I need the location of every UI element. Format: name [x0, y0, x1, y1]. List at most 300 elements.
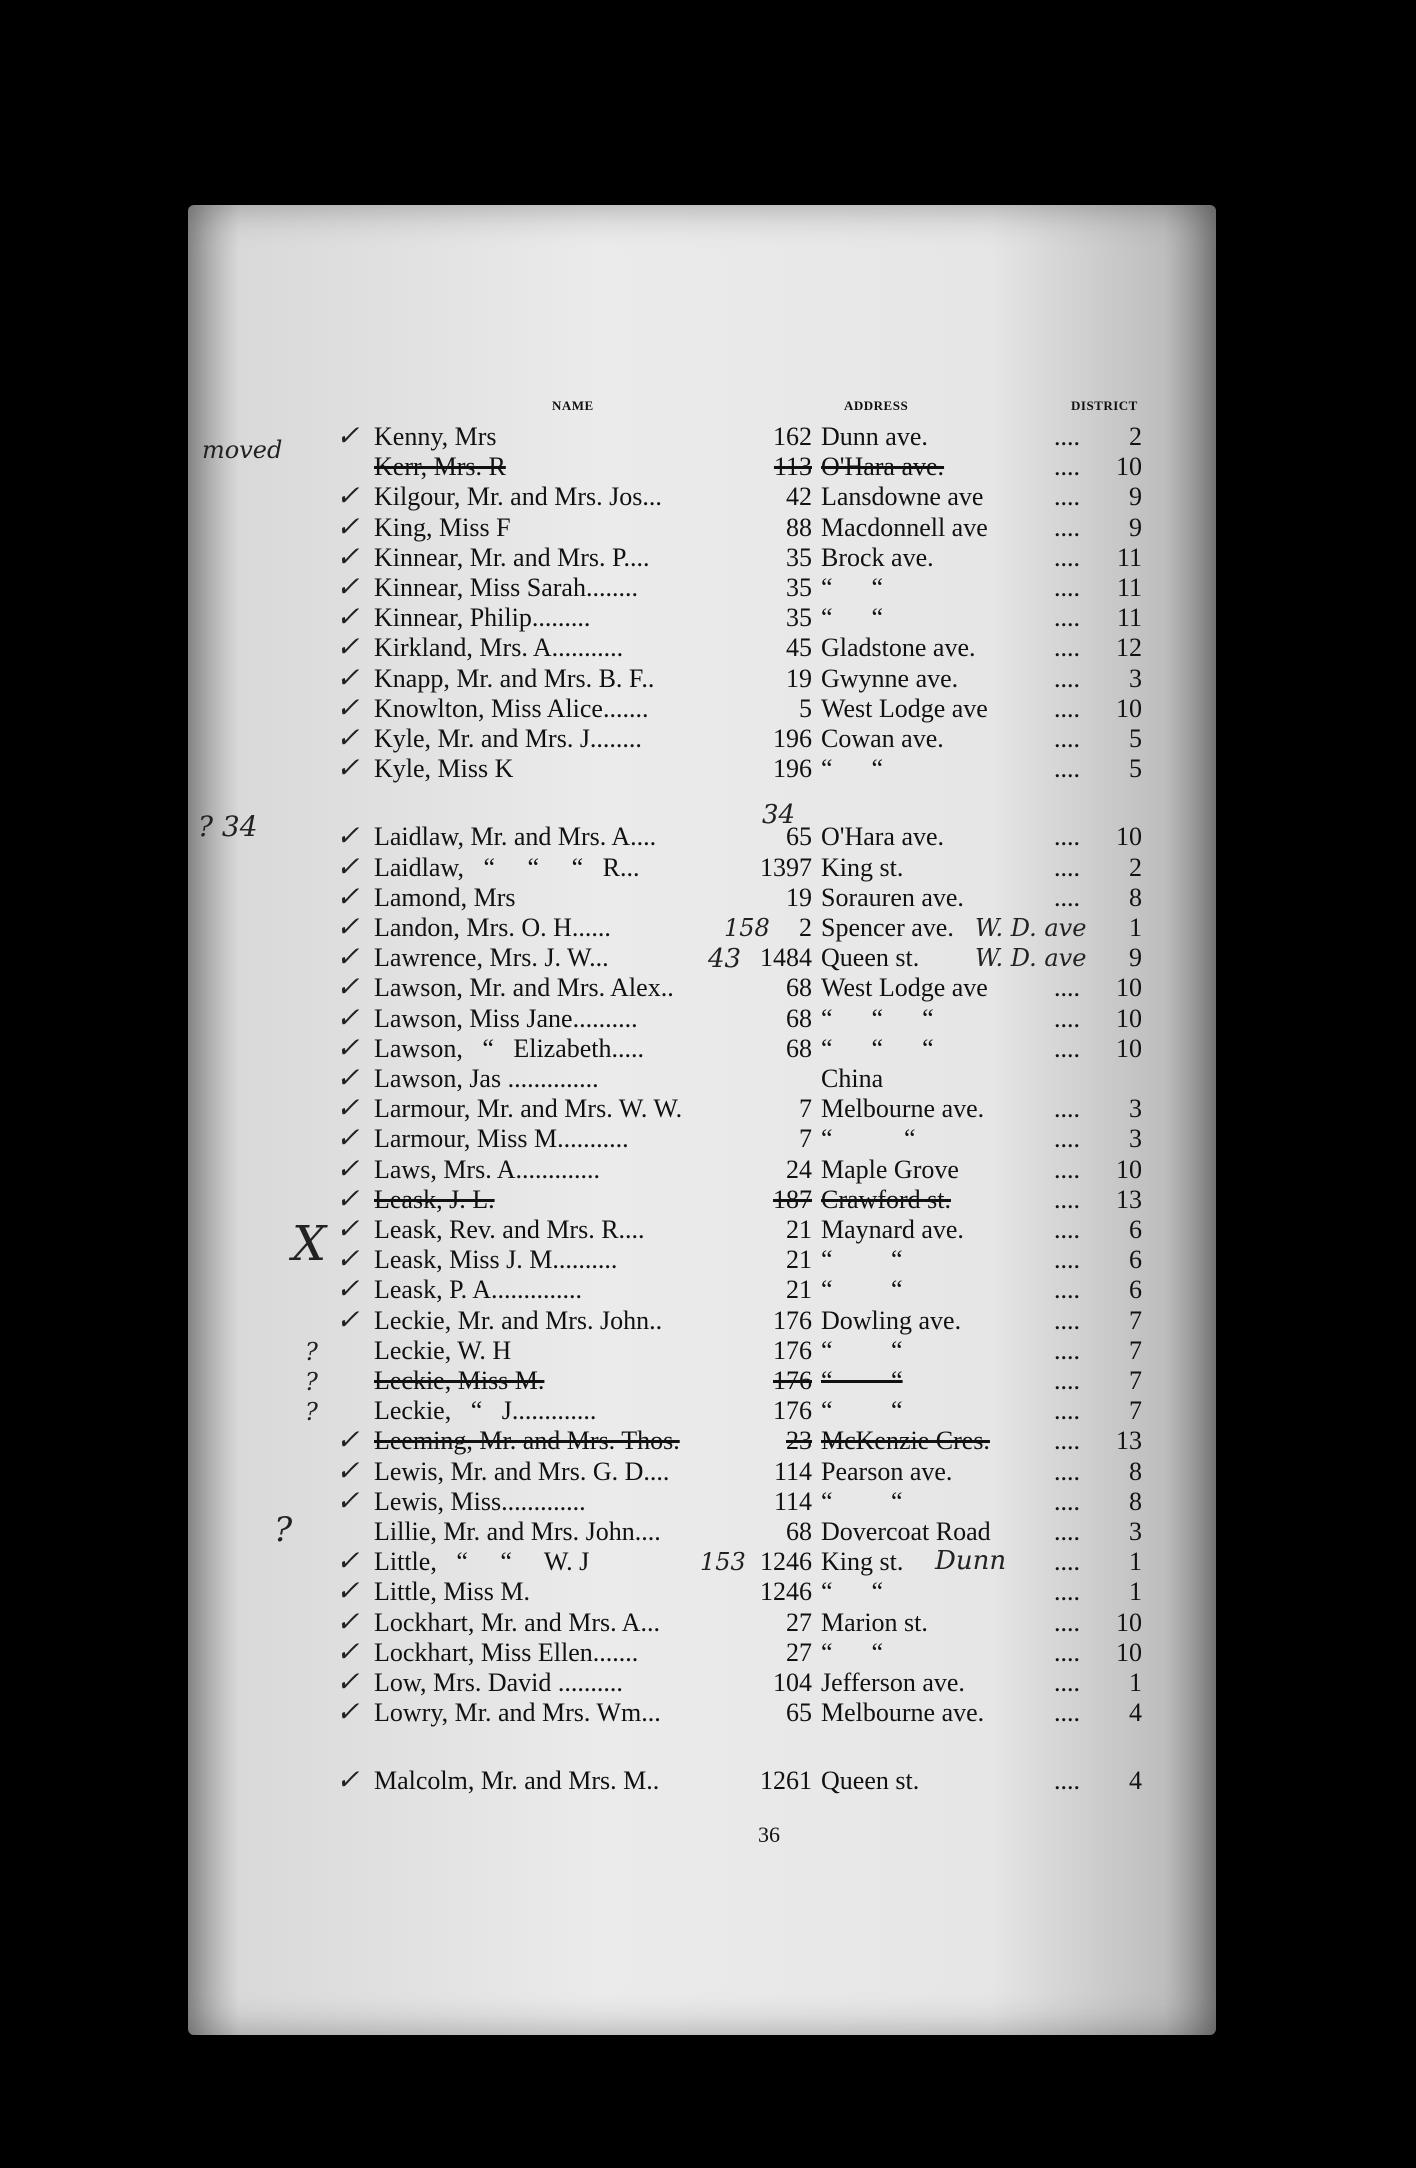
list-item: [0, 1577, 1416, 1607]
entry-number: 68: [786, 1517, 812, 1546]
entry-leader: ....: [1054, 513, 1080, 542]
entry-number: 27: [786, 1638, 812, 1667]
entry-number: 104: [773, 1668, 812, 1697]
page-number: 36: [758, 1822, 780, 1847]
entry-address: West Lodge ave: [821, 694, 988, 723]
list-item: [0, 573, 1416, 603]
entry-leader: ....: [1054, 1487, 1080, 1516]
entry-number: 35: [786, 573, 812, 602]
check-mark: ✓: [336, 1244, 360, 1275]
entry-leader: ....: [1054, 853, 1080, 882]
list-item: [0, 913, 1416, 943]
entry-leader: ....: [1054, 1094, 1080, 1123]
check-mark: ✓: [336, 512, 360, 543]
entry-district: 10: [1116, 452, 1142, 481]
entry-name: Landon, Mrs. O. H......: [374, 913, 611, 942]
list-item: [0, 1766, 1416, 1796]
entry-name: Laidlaw, “ “ “ R...: [374, 853, 640, 882]
entry-district: 8: [1129, 883, 1142, 912]
entry-district: 2: [1129, 422, 1142, 451]
entry-address: Queen st.: [821, 1766, 920, 1795]
entry-leader: ....: [1054, 664, 1080, 693]
annotation-question-1: ?: [305, 1338, 318, 1366]
entry-number: 68: [786, 973, 812, 1002]
list-item: [0, 664, 1416, 694]
entry-name: Larmour, Mr. and Mrs. W. W.: [374, 1094, 683, 1123]
entry-name: Lewis, Miss.............: [374, 1487, 586, 1516]
entry-number: 2: [799, 913, 812, 942]
entry-district: 12: [1116, 633, 1142, 662]
entry-leader: ....: [1054, 694, 1080, 723]
list-item: [0, 724, 1416, 754]
entry-number: 196: [773, 724, 812, 753]
entry-district: 6: [1129, 1275, 1142, 1304]
entry-district: 4: [1129, 1698, 1142, 1727]
list-item: [0, 513, 1416, 543]
list-item: [0, 633, 1416, 663]
entry-address: King st.: [821, 853, 904, 882]
annotation-lawrence-new-address: W. D. ave: [975, 944, 1087, 972]
check-mark: ✓: [336, 753, 360, 784]
check-mark: ✓: [336, 942, 360, 973]
entry-number: 19: [786, 664, 812, 693]
entry-district: 10: [1116, 822, 1142, 851]
entry-name: Kyle, Miss K: [374, 754, 514, 783]
check-mark: ✓: [336, 882, 360, 913]
entry-leader: ....: [1054, 883, 1080, 912]
list-item: [0, 1396, 1416, 1426]
entry-district: 10: [1116, 1155, 1142, 1184]
check-mark: ✓: [336, 1093, 360, 1124]
entry-district: 1: [1129, 1547, 1142, 1576]
entry-leader: ....: [1054, 543, 1080, 572]
entry-district: 13: [1116, 1185, 1142, 1214]
entry-leader: ....: [1054, 1215, 1080, 1244]
entry-address: “ “: [821, 1275, 903, 1304]
check-mark: ✓: [336, 1425, 360, 1456]
entry-name: Little, “ “ W. J: [374, 1547, 590, 1576]
entry-address: “ “: [821, 1638, 884, 1667]
entry-leader: ....: [1054, 1396, 1080, 1425]
check-mark: ✓: [336, 663, 360, 694]
annotation-landon-new-address: W. D. ave: [975, 914, 1087, 942]
entry-leader: ....: [1054, 754, 1080, 783]
list-item: [0, 1517, 1416, 1547]
entry-name: Malcolm, Mr. and Mrs. M..: [374, 1766, 660, 1795]
entry-district: 11: [1116, 573, 1142, 602]
entry-address: Melbourne ave.: [821, 1698, 985, 1727]
list-item: [0, 1275, 1416, 1305]
entry-name: Leckie, Miss M.: [374, 1366, 545, 1395]
annotation-moved: moved: [202, 436, 283, 464]
annotation-153: 153: [700, 1548, 746, 1576]
entry-address: “ “: [821, 1487, 903, 1516]
entry-address: Dovercoat Road: [821, 1517, 991, 1546]
entry-name: Lowry, Mr. and Mrs. Wm...: [374, 1698, 661, 1727]
check-mark: ✓: [336, 481, 360, 512]
entry-district: 9: [1129, 943, 1142, 972]
list-item: [0, 1668, 1416, 1698]
entry-number: 35: [786, 603, 812, 632]
list-item: [0, 1034, 1416, 1064]
check-mark: ✓: [336, 602, 360, 633]
check-mark: ✓: [336, 1214, 360, 1245]
check-mark: ✓: [336, 1765, 360, 1796]
entry-leader: ....: [1054, 573, 1080, 602]
entry-leader: ....: [1054, 724, 1080, 753]
entry-address: “ “: [821, 1245, 903, 1274]
list-item: [0, 1064, 1416, 1094]
list-item: [0, 543, 1416, 573]
list-item: [0, 1638, 1416, 1668]
entry-district: 10: [1116, 1638, 1142, 1667]
check-mark: ✓: [336, 1456, 360, 1487]
header-district: DISTRICT: [1071, 398, 1138, 413]
entry-name: Lawson, Mr. and Mrs. Alex..: [374, 973, 674, 1002]
entry-district: 1: [1129, 1577, 1142, 1606]
entry-name: Lawrence, Mrs. J. W...: [374, 943, 609, 972]
list-item: [0, 1336, 1416, 1366]
check-mark: ✓: [336, 852, 360, 883]
check-mark: ✓: [336, 1184, 360, 1215]
entry-name: Leckie, “ J.............: [374, 1396, 597, 1425]
entry-address: Lansdowne ave: [821, 482, 984, 511]
entry-district: 2: [1129, 853, 1142, 882]
annotation-dunn: Dunn: [935, 1546, 1007, 1576]
entry-number: 1397: [760, 853, 812, 882]
entry-number: 24: [786, 1155, 812, 1184]
check-mark: ✓: [336, 421, 360, 452]
entry-number: 21: [786, 1275, 812, 1304]
entry-district: 1: [1129, 1668, 1142, 1697]
list-item: [0, 1185, 1416, 1215]
entry-leader: ....: [1054, 1306, 1080, 1335]
list-item: [0, 883, 1416, 913]
entry-number: 88: [786, 513, 812, 542]
list-item: [0, 1698, 1416, 1728]
entry-district: 3: [1129, 1517, 1142, 1546]
entry-name: Leckie, W. H: [374, 1336, 512, 1365]
entry-district: 3: [1129, 664, 1142, 693]
entry-address: “ “ “: [821, 1034, 934, 1063]
entry-name: Lockhart, Miss Ellen.......: [374, 1638, 639, 1667]
entry-number: 114: [773, 1487, 812, 1516]
entry-number: 21: [786, 1215, 812, 1244]
entry-address: “ “: [821, 1336, 903, 1365]
entry-name: Kerr, Mrs. R: [374, 452, 506, 481]
entry-name: Lawson, Miss Jane..........: [374, 1004, 638, 1033]
list-item: [0, 1306, 1416, 1336]
entry-number: 176: [773, 1336, 812, 1365]
check-mark: ✓: [336, 821, 360, 852]
entry-number: 1261: [760, 1766, 812, 1795]
list-item: [0, 1124, 1416, 1154]
list-item: [0, 603, 1416, 633]
check-mark: ✓: [336, 723, 360, 754]
entry-name: King, Miss F: [374, 513, 511, 542]
entry-district: 11: [1116, 543, 1142, 572]
entry-name: Leask, Miss J. M..........: [374, 1245, 618, 1274]
entry-name: Leask, P. A..............: [374, 1275, 582, 1304]
entry-leader: ....: [1054, 603, 1080, 632]
list-item: [0, 754, 1416, 784]
list-item: [0, 1094, 1416, 1124]
annotation-question-2: ?: [305, 1368, 318, 1396]
entry-leader: ....: [1054, 973, 1080, 1002]
entry-address: “ “: [821, 1366, 903, 1395]
entry-address: Sorauren ave.: [821, 883, 964, 912]
entry-leader: ....: [1054, 1608, 1080, 1637]
list-item: [0, 1215, 1416, 1245]
entry-address: Marion st.: [821, 1608, 928, 1637]
entry-name: Kinnear, Mr. and Mrs. P....: [374, 543, 650, 572]
header-name: NAME: [552, 398, 594, 413]
annotation-question-3: ?: [305, 1398, 318, 1426]
entry-address: “ “: [821, 603, 884, 632]
entry-leader: ....: [1054, 482, 1080, 511]
entry-district: 7: [1129, 1336, 1142, 1365]
entry-district: 10: [1116, 1608, 1142, 1637]
entry-address: King st.: [821, 1547, 904, 1576]
entry-name: Low, Mrs. David ..........: [374, 1668, 623, 1697]
entry-address: Macdonnell ave: [821, 513, 988, 542]
entry-district: 11: [1116, 603, 1142, 632]
entry-number: 68: [786, 1034, 812, 1063]
entry-name: Kinnear, Philip.........: [374, 603, 591, 632]
entry-number: 19: [786, 883, 812, 912]
annotation-cross: X: [292, 1216, 327, 1272]
entry-address: Gladstone ave.: [821, 633, 976, 662]
entry-number: 7: [799, 1124, 812, 1153]
check-mark: ✓: [336, 1576, 360, 1607]
check-mark: ✓: [336, 912, 360, 943]
entry-number: 23: [786, 1426, 812, 1455]
entry-address: Jefferson ave.: [821, 1668, 965, 1697]
entry-district: 10: [1116, 973, 1142, 1002]
entry-address: Spencer ave.: [821, 913, 954, 942]
entry-address: Brock ave.: [821, 543, 934, 572]
check-mark: ✓: [336, 1154, 360, 1185]
entry-address: Queen st.: [821, 943, 920, 972]
entry-district: 13: [1116, 1426, 1142, 1455]
entry-number: 1246: [760, 1577, 812, 1606]
entry-number: 65: [786, 1698, 812, 1727]
entry-name: Lewis, Mr. and Mrs. G. D....: [374, 1457, 670, 1486]
list-item: [0, 1457, 1416, 1487]
entry-number: 27: [786, 1608, 812, 1637]
entry-number: 35: [786, 543, 812, 572]
entry-number: 176: [773, 1396, 812, 1425]
entry-district: 3: [1129, 1124, 1142, 1153]
entry-leader: ....: [1054, 1577, 1080, 1606]
entry-name: Lockhart, Mr. and Mrs. A...: [374, 1608, 660, 1637]
entry-name: Kinnear, Miss Sarah........: [374, 573, 638, 602]
entry-number: 1484: [760, 943, 812, 972]
entry-leader: ....: [1054, 422, 1080, 451]
entry-address: Melbourne ave.: [821, 1094, 985, 1123]
entry-leader: ....: [1054, 1034, 1080, 1063]
entry-address: Dunn ave.: [821, 422, 928, 451]
annotation-question-34: ? 34: [198, 810, 258, 843]
entry-address: “ “: [821, 1396, 903, 1425]
entry-leader: ....: [1054, 1275, 1080, 1304]
entry-number: 1246: [760, 1547, 812, 1576]
entry-address: “ “: [821, 1124, 916, 1153]
entry-leader: ....: [1054, 1517, 1080, 1546]
entry-address: Cowan ave.: [821, 724, 944, 753]
entry-name: Leask, Rev. and Mrs. R....: [374, 1215, 645, 1244]
entry-number: 42: [786, 482, 812, 511]
check-mark: ✓: [336, 1486, 360, 1517]
entry-name: Laidlaw, Mr. and Mrs. A....: [374, 822, 657, 851]
list-item: [0, 1155, 1416, 1185]
entry-leader: ....: [1054, 1766, 1080, 1795]
entry-leader: ....: [1054, 1004, 1080, 1033]
entry-district: 7: [1129, 1366, 1142, 1395]
entry-address: West Lodge ave: [821, 973, 988, 1002]
list-item: [0, 1366, 1416, 1396]
list-item: [0, 694, 1416, 724]
entry-district: 4: [1129, 1766, 1142, 1795]
entry-leader: ....: [1054, 452, 1080, 481]
entry-number: 113: [773, 452, 812, 481]
check-mark: ✓: [336, 1546, 360, 1577]
entry-leader: ....: [1054, 1638, 1080, 1667]
entry-district: 8: [1129, 1487, 1142, 1516]
annotation-question-4: ?: [274, 1510, 293, 1550]
list-item: [0, 1426, 1416, 1456]
entry-district: 5: [1129, 724, 1142, 753]
entry-name: Kilgour, Mr. and Mrs. Jos...: [374, 482, 662, 511]
entry-name: Lillie, Mr. and Mrs. John....: [374, 1517, 661, 1546]
check-mark: ✓: [336, 1667, 360, 1698]
annotation-43: 43: [708, 944, 742, 974]
entry-name: Leask, J. L.: [374, 1185, 495, 1214]
entry-district: 7: [1129, 1396, 1142, 1425]
entry-number: 7: [799, 1094, 812, 1123]
entry-district: 10: [1116, 1034, 1142, 1063]
entry-district: 6: [1129, 1245, 1142, 1274]
check-mark: ✓: [336, 1003, 360, 1034]
entry-name: Lawson, Jas ..............: [374, 1064, 599, 1093]
check-mark: ✓: [336, 1305, 360, 1336]
entry-address: “ “: [821, 573, 884, 602]
entry-district: 10: [1116, 694, 1142, 723]
entry-district: 7: [1129, 1306, 1142, 1335]
entry-name: Kirkland, Mrs. A...........: [374, 633, 624, 662]
entry-district: 5: [1129, 754, 1142, 783]
entry-number: 5: [799, 694, 812, 723]
entry-number: 176: [773, 1366, 812, 1395]
check-mark: ✓: [336, 1033, 360, 1064]
entry-number: 68: [786, 1004, 812, 1033]
list-item: [0, 482, 1416, 512]
entry-district: 10: [1116, 1004, 1142, 1033]
entry-leader: ....: [1054, 1245, 1080, 1274]
entry-district: 6: [1129, 1215, 1142, 1244]
entry-name: Lamond, Mrs: [374, 883, 516, 912]
entry-name: Little, Miss M.: [374, 1577, 531, 1606]
list-item: [0, 1245, 1416, 1275]
entry-district: 8: [1129, 1457, 1142, 1486]
entry-address: Maynard ave.: [821, 1215, 964, 1244]
entry-name: Laws, Mrs. A.............: [374, 1155, 601, 1184]
header-address: ADDRESS: [844, 398, 909, 413]
entry-leader: ....: [1054, 1366, 1080, 1395]
entry-number: 196: [773, 754, 812, 783]
entry-address: “ “ “: [821, 1004, 934, 1033]
entry-district: 9: [1129, 513, 1142, 542]
check-mark: ✓: [336, 632, 360, 663]
entry-name: Leeming, Mr. and Mrs. Thos.: [374, 1426, 680, 1455]
list-item: [0, 973, 1416, 1003]
entry-address: Gwynne ave.: [821, 664, 959, 693]
entry-leader: ....: [1054, 1155, 1080, 1184]
entry-leader: ....: [1054, 822, 1080, 851]
entry-district: 3: [1129, 1094, 1142, 1123]
list-item: [0, 1608, 1416, 1638]
entry-number: 176: [773, 1306, 812, 1335]
entry-name: Lawson, “ Elizabeth.....: [374, 1034, 645, 1063]
entry-leader: ....: [1054, 1547, 1080, 1576]
entry-address: O'Hara ave.: [821, 822, 945, 851]
entry-number: 187: [773, 1185, 812, 1214]
check-mark: ✓: [336, 693, 360, 724]
check-mark: ✓: [336, 1607, 360, 1638]
entry-name: Knowlton, Miss Alice.......: [374, 694, 649, 723]
entry-district: 1: [1129, 913, 1142, 942]
entry-leader: ....: [1054, 1457, 1080, 1486]
check-mark: ✓: [336, 572, 360, 603]
list-item: [0, 1004, 1416, 1034]
entry-address: Pearson ave.: [821, 1457, 953, 1486]
entry-address: O'Hara ave.: [821, 452, 945, 481]
entry-number: 45: [786, 633, 812, 662]
entry-address: Dowling ave.: [821, 1306, 962, 1335]
entry-address: “ “: [821, 1577, 884, 1606]
annotation-34: 34: [762, 800, 796, 830]
check-mark: ✓: [336, 1123, 360, 1154]
list-item: [0, 853, 1416, 883]
check-mark: ✓: [336, 542, 360, 573]
entry-address: McKenzie Cres.: [821, 1426, 990, 1455]
entry-name: Leckie, Mr. and Mrs. John..: [374, 1306, 663, 1335]
check-mark: ✓: [336, 1274, 360, 1305]
annotation-158: 158: [724, 914, 770, 942]
entry-leader: ....: [1054, 1124, 1080, 1153]
entry-number: 21: [786, 1245, 812, 1274]
entry-leader: ....: [1054, 1668, 1080, 1697]
entry-district: 9: [1129, 482, 1142, 511]
entry-name: Kenny, Mrs: [374, 422, 497, 451]
entry-name: Larmour, Miss M...........: [374, 1124, 629, 1153]
entry-number: 114: [773, 1457, 812, 1486]
entry-leader: ....: [1054, 1336, 1080, 1365]
entry-leader: ....: [1054, 1185, 1080, 1214]
entry-address: Crawford st.: [821, 1185, 951, 1214]
entry-leader: ....: [1054, 633, 1080, 662]
check-mark: ✓: [336, 972, 360, 1003]
entry-number: 162: [773, 422, 812, 451]
entry-address: Maple Grove: [821, 1155, 959, 1184]
check-mark: ✓: [336, 1637, 360, 1668]
list-item: [0, 1487, 1416, 1517]
entry-leader: ....: [1054, 1426, 1080, 1455]
entry-name: Kyle, Mr. and Mrs. J........: [374, 724, 642, 753]
check-mark: ✓: [336, 1063, 360, 1094]
check-mark: ✓: [336, 1697, 360, 1728]
entry-address: “ “: [821, 754, 884, 783]
